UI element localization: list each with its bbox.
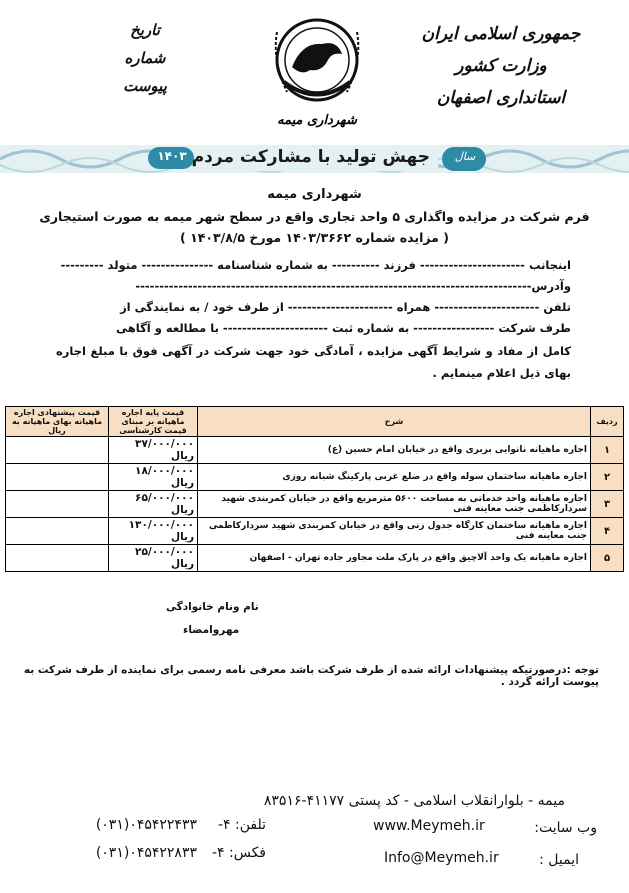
table-row (6, 464, 624, 491)
row-description: اجاره ماهیانه یک واحد آلاچیق واقع در پارک ملت مجاور جاده تهران - اصفهان (198, 545, 591, 572)
row-base-price: ۱۸/۰۰۰/۰۰۰ ریال (109, 464, 198, 491)
form-line-name[interactable]: اینجانب ---------------------- فرزند ---------- به شماره شناسنامه --------------- متولد --------- (60, 258, 571, 272)
municipality-emblem (262, 12, 372, 137)
row-number: ۱ (591, 437, 624, 464)
row-offer-field[interactable] (6, 545, 109, 572)
table-row (6, 545, 624, 572)
table-row (6, 491, 624, 518)
row-base-price: ۱۳۰/۰۰۰/۰۰۰ ریال (109, 518, 198, 545)
declaration-paragraph: کامل از مفاد و شرایط آگهی مزایده ، آمادگی خود جهت شرکت در آگهی فوق با مبلغ اجاره بهای ذیل اعلام مینمایم . (56, 344, 571, 380)
reference-block (105, 16, 185, 100)
attachment-label: پیوست (123, 77, 167, 95)
auction-reference: ( مزایده شماره ۱۴۰۳/۳۶۶۲ مورخ ۱۴۰۳/۸/۵ ) (180, 230, 449, 245)
phone-number[interactable]: ۰۴۵۴۲۲۴۳۳(۰۳۱) (95, 817, 197, 833)
issuer-line-1: جمهوری اسلامی ایران (421, 24, 581, 44)
table-row (6, 518, 624, 545)
row-offer-field[interactable] (6, 437, 109, 464)
footer-address: میمه - بلوارانقلاب اسلامی - کد پستی ۴۱۱۷۷-۸۳۵۱۶ (263, 793, 565, 809)
website-link[interactable]: www.Meymeh.ir (373, 818, 485, 834)
header-row-number: ردیف (591, 407, 624, 437)
row-offer-field[interactable] (6, 491, 109, 518)
header-base-price: قیمت پایه اجاره ماهیانه بر مبنای قیمت کارشناسی (109, 407, 198, 437)
issuer-line-2: وزارت کشور (455, 56, 547, 76)
header-description: شرح (198, 407, 591, 437)
bid-table (5, 406, 624, 572)
table-row (6, 437, 624, 464)
fax-label: فکس: ۴- (211, 845, 266, 861)
row-number: ۴ (591, 518, 624, 545)
fax-number: ۰۴۵۴۲۲۸۳۳(۰۳۱) (95, 845, 197, 861)
issuer-line-3: استانداری اصفهان (436, 88, 566, 108)
row-number: ۵ (591, 545, 624, 572)
row-description: اجاره ماهیانه واحد خدماتی به مساحت ۵۶۰۰ مترمربع واقع در خیابان کمربندی شهید سردارکاظمی جنب معاینه فنی (198, 491, 591, 518)
row-number: ۳ (591, 491, 624, 518)
issuer-block (401, 18, 601, 114)
table-header-row (6, 407, 624, 437)
phone-label: تلفن: ۴- (217, 817, 266, 833)
row-number: ۲ (591, 464, 624, 491)
emblem-text: شهرداری میمه (277, 113, 357, 128)
slogan-text: جهش تولید با مشارکت مردم (191, 147, 430, 167)
note-text: توجه :درصورتیکه پیشنهادات ارائه شده از طرف شرکت باشد معرفی نامه رسمی برای نماینده از طرف شرکت به پیوست ارائه گردد . (23, 664, 599, 688)
form-line-address[interactable]: وآدرس----------------------------------------------------------------------------------- (135, 279, 571, 293)
row-description: اجاره ماهیانه ساختمان کارگاه جدول زنی واقع در خیابان کمربندی شهید سردارکاظمی جنب معاینه فنی (198, 518, 591, 545)
row-base-price: ۳۷/۰۰۰/۰۰۰ ریال (109, 437, 198, 464)
form-line-company[interactable]: طرف شرکت ----------------- به شماره ثبت ---------------------- با مطالعه و آگاهی (116, 321, 571, 335)
year-badge: ۱۴۰۳ (157, 149, 187, 163)
header-offer: قیمت پیشنهادی اجاره ماهیانه بهای ماهیانه به ریال (6, 407, 109, 437)
form-title: فرم شرکت در مزایده واگذاری ۵ واحد تجاری واقع در سطح شهر میمه به صورت استیجاری (39, 209, 590, 224)
row-base-price: ۲۵/۰۰۰/۰۰۰ ریال (109, 545, 198, 572)
website-label: وب سایت: (534, 820, 597, 836)
row-offer-field[interactable] (6, 518, 109, 545)
row-description: اجاره ماهیانه ساختمان سوله واقع در ضلع غربی پارکینگ شبانه روزی (198, 464, 591, 491)
org-title: شهرداری میمه (267, 187, 362, 202)
row-description: اجاره ماهیانه نانوایی بربری واقع در خیابان امام حسین (ع) (198, 437, 591, 464)
email-label: ایمیل : (539, 852, 579, 868)
form-line-phone[interactable]: تلفن ---------------------- همراه ---------------------- از طرف خود / به نمایندگی از (120, 300, 571, 314)
row-offer-field[interactable] (6, 464, 109, 491)
signature-name-label: نام ونام خانوادگی (166, 601, 259, 613)
number-label: شماره (124, 49, 166, 67)
row-base-price: ۶۵/۰۰۰/۰۰۰ ریال (109, 491, 198, 518)
signature-stamp-label: مهروامضاء (183, 624, 240, 636)
email-link[interactable]: Info@Meymeh.ir (384, 850, 499, 866)
year-label: سال (454, 150, 476, 163)
date-label: تاریخ (130, 21, 160, 39)
